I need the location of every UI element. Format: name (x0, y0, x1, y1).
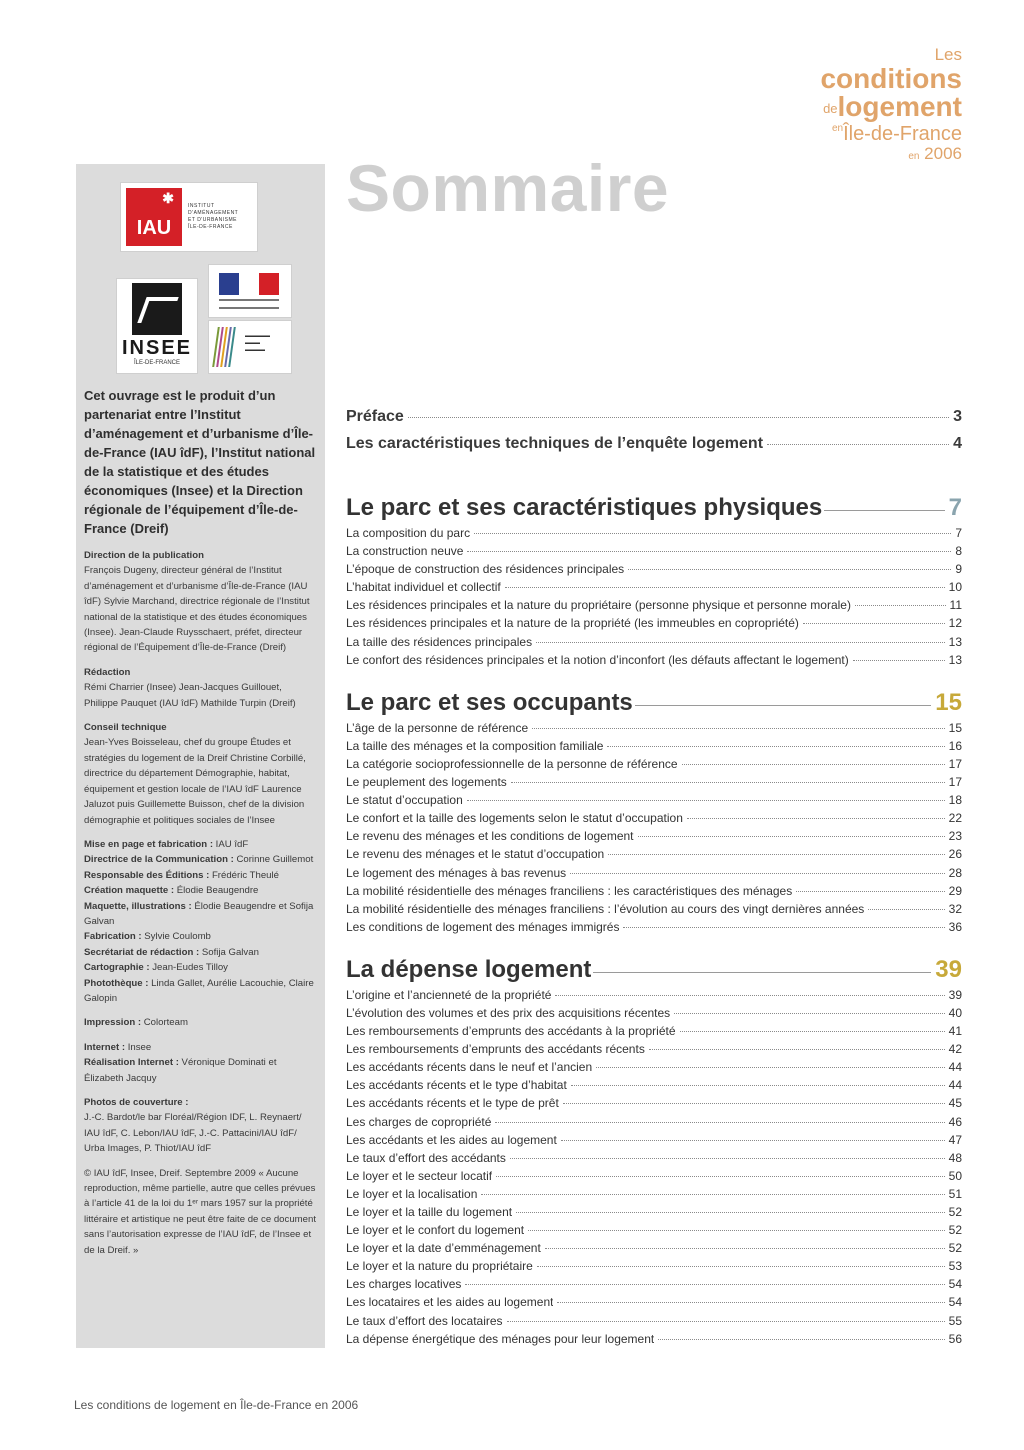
toc-entry[interactable] (346, 544, 962, 562)
toc-entry[interactable] (346, 653, 962, 671)
insee-logo-mark (132, 283, 182, 335)
logo-small-en: en (831, 123, 844, 134)
toc-page-number: 7 (955, 526, 962, 540)
toc-entry-label: La mobilité résidentielle des ménages franciliens : les caractéristiques des ménages (346, 883, 793, 898)
toc-page-number: 52 (948, 1241, 962, 1256)
toc-entry-label: Le loyer et la nature du propriétaire (346, 1259, 533, 1274)
toc-page-number: 13 (948, 652, 962, 667)
toc-entry[interactable] (346, 884, 962, 902)
logo-word-region: Île-de-France (843, 123, 962, 145)
toc-leader-dots (505, 587, 945, 588)
toc-entry-label: Les remboursements d’emprunts des accédants récents (346, 1042, 645, 1057)
partnership-intro: Cet ouvrage est le produit d’un partenariat entre l’Institut d’aménagement et d’urbanisme d’Île-de-France (IAU îdF), l’Institut national de la statistique et des études économiques (Insee) et la Direction régionale de l’équipement d’Île-de-France (Dreif) (84, 388, 316, 536)
toc-page-number: 9 (955, 562, 962, 577)
toc-entry-label: La dépense logement (346, 955, 592, 983)
toc-section-heading[interactable] (346, 494, 962, 526)
toc-page-number: 45 (948, 1096, 962, 1111)
toc-section-heading[interactable] (346, 689, 962, 721)
partner-logos (84, 174, 317, 384)
toc-leader-dots (555, 995, 944, 996)
toc-entry-label: Le confort des résidences principales et la notion d’inconfort (les défauts affectant le logement) (346, 652, 849, 667)
insee-logo (116, 278, 198, 374)
toc-leader-dots (638, 836, 945, 837)
toc-entry-label: Le taux d’effort des accédants (346, 1150, 506, 1165)
toc-entry-label: La taille des résidences principales (346, 634, 533, 649)
toc-entry-label: Les accédants récents et le type de prêt (346, 1096, 559, 1111)
toc-leader-dots (528, 1230, 945, 1231)
toc-entry-label: L’habitat individuel et collectif (346, 580, 501, 595)
dreif-logo-mark (215, 327, 237, 367)
toc-leader-dots (537, 1266, 945, 1267)
toc-entry-label: Le peuplement des logements (346, 775, 507, 790)
toc-page-number: 3 (953, 408, 962, 425)
credit-photos: Photos de couverture : J.-C. Bardot/le bar Floréal/Région IDF, L. Reynaert/ IAU îdF, C. Lebon/IAU îdF, J.-C. Pattacini/IAU îdF/ Urba Images, P. Thiot/IAU îdF (84, 1097, 302, 1155)
toc-preface-entry[interactable] (346, 408, 962, 435)
toc-leader-dots (467, 551, 951, 552)
toc-leader-dots (516, 1212, 945, 1213)
toc-entry-label: Le revenu des ménages et le statut d’occupation (346, 847, 605, 862)
toc-entry-label: Le revenu des ménages et les conditions de logement (346, 829, 634, 844)
toc-entry[interactable] (346, 775, 962, 793)
table-of-contents (346, 408, 962, 1350)
toc-entry[interactable] (346, 988, 962, 1006)
toc-entry[interactable] (346, 793, 962, 811)
toc-leader-dots (682, 764, 945, 765)
toc-leader-dots (545, 1248, 945, 1249)
logo-line-region (820, 124, 962, 144)
toc-entry-label: Le taux d’effort des locataires (346, 1313, 503, 1328)
toc-leader-dots (796, 891, 944, 892)
toc-leader-dots (607, 746, 944, 747)
toc-leader-dots (507, 1321, 945, 1322)
toc-entry-label: L’origine et l’ancienneté de la propriété (346, 987, 552, 1002)
toc-entry[interactable] (346, 829, 962, 847)
toc-entry-label: Le loyer et le confort du logement (346, 1223, 525, 1238)
toc-page-number: 51 (948, 1186, 962, 1201)
toc-entry-label: Les charges de copropriété (346, 1114, 492, 1129)
toc-entry[interactable] (346, 1259, 962, 1277)
toc-entry[interactable] (346, 1241, 962, 1259)
toc-entry-label: Le loyer et la localisation (346, 1186, 478, 1201)
toc-page-number: 17 (948, 775, 962, 790)
toc-leader-dots (596, 1067, 944, 1068)
toc-page-number: 12 (948, 616, 962, 631)
toc-leader-dots (557, 1302, 944, 1303)
government-logo (208, 264, 292, 318)
toc-entry[interactable] (346, 866, 962, 884)
credits-list (84, 548, 317, 1258)
logo-word-year: 2006 (924, 144, 962, 163)
iau-logo-mark: ✱ IAU (126, 188, 182, 246)
toc-page-number: 53 (948, 1259, 962, 1274)
toc-page-number: 18 (948, 793, 962, 808)
toc-entry[interactable] (346, 1205, 962, 1223)
toc-page-number: 47 (948, 1132, 962, 1147)
credit-redaction: Rédaction Rémi Charrier (Insee) Jean-Jacques Guillouet, Philippe Pauquet (IAU îdF) Mathilde Turpin (Dreif) (84, 666, 296, 709)
toc-leader-dots (536, 642, 945, 643)
toc-entry[interactable] (346, 1060, 962, 1078)
page-title: Sommaire (346, 151, 670, 225)
credit-production: Mise en page et fabrication : IAU îdF Directrice de la Communication : Corinne Guillemot Responsable des Éditions : Frédéric Theulé Création maquette : Élodie Beaugendre Maquette, illustrations : Élodie Beaugendre et Sofija Galvan Fabrication : Sylvie Coulomb Secrétariat de rédaction : Sofija Galvan Cartographie : Jean-Eudes Tilloy Photothèque : Linda Gallet, Aurélie Lacouchie, Claire Galopin (84, 838, 314, 1004)
toc-page-number: 54 (948, 1277, 962, 1292)
toc-entry-label: Les résidences principales et la nature du propriétaire (personne physique et personne morale) (346, 598, 851, 613)
toc-leader-dots (571, 1085, 945, 1086)
toc-entry[interactable] (346, 580, 962, 598)
insee-logo-word: INSEE (121, 337, 193, 359)
toc-page-number: 17 (948, 756, 962, 771)
toc-entry-label: Le loyer et la date d’emménagement (346, 1241, 541, 1256)
toc-entry[interactable] (346, 721, 962, 739)
toc-leader-dots (593, 972, 931, 973)
toc-page-number: 28 (948, 865, 962, 880)
toc-entry[interactable] (346, 1006, 962, 1024)
toc-entry-label: Préface (346, 408, 404, 425)
toc-leader-dots (496, 1176, 945, 1177)
toc-leader-dots (570, 873, 944, 874)
toc-leader-dots (868, 909, 944, 910)
toc-leader-dots (855, 605, 946, 606)
toc-leader-dots (467, 800, 945, 801)
toc-entry[interactable] (346, 1096, 962, 1114)
toc-page-number: 42 (948, 1042, 962, 1057)
toc-entry[interactable] (346, 757, 962, 775)
toc-leader-dots (628, 569, 951, 570)
toc-leader-dots (481, 1194, 944, 1195)
toc-page-number: 36 (948, 919, 962, 934)
toc-page-number: 50 (948, 1168, 962, 1183)
toc-leader-dots (853, 660, 945, 661)
toc-page-number: 41 (948, 1024, 962, 1039)
toc-page-number: 22 (948, 811, 962, 826)
toc-page-number: 23 (948, 829, 962, 844)
credit-conseil: Conseil technique Jean-Yves Boisseleau, chef du groupe Études et stratégies du logement de la Dreif Christine Corbillé, directrice du département Démographie, habitat, équipement et gestion locale de l’IAU îdF Laurence Jaluzot puis Guillemette Buisson, chef de la division démographie et politiques sociales de l’Insee (84, 722, 306, 826)
toc-entry[interactable] (346, 920, 962, 938)
toc-leader-dots (532, 728, 945, 729)
toc-page-number: 52 (948, 1205, 962, 1219)
toc-entry-label: Le loyer et la taille du logement (346, 1205, 513, 1219)
toc-page-number: 10 (948, 580, 962, 595)
toc-leader-dots (474, 533, 951, 534)
toc-entry-label: L’évolution des volumes et des prix des acquisitions récentes (346, 1005, 671, 1020)
toc-page-number: 11 (949, 598, 962, 613)
iau-logo (120, 182, 258, 252)
toc-page-number: 54 (948, 1295, 962, 1310)
page-footer: Les conditions de logement en Île-de-France en 2006 (74, 1398, 359, 1412)
publication-logo (820, 46, 962, 162)
toc-leader-dots (510, 1158, 945, 1159)
toc-entry[interactable] (346, 1295, 962, 1313)
toc-page-number: 44 (948, 1078, 962, 1093)
toc-entry-label: Les locataires et les aides au logement (346, 1295, 554, 1310)
toc-entry[interactable] (346, 902, 962, 920)
toc-leader-dots (824, 510, 944, 511)
toc-leader-dots (511, 782, 945, 783)
logo-line-conditions: conditions (820, 63, 962, 94)
government-logo-lines (219, 299, 279, 309)
toc-entry[interactable] (346, 1332, 962, 1350)
toc-entry[interactable] (346, 1133, 962, 1151)
credits-sidebar (76, 164, 325, 1348)
toc-page-number: 4 (953, 435, 962, 452)
toc-page-number: 15 (948, 720, 962, 735)
logo-line-year (820, 145, 962, 162)
toc-page-number: 13 (948, 634, 962, 649)
toc-page-number: 55 (948, 1313, 962, 1328)
logo-small-de: de (823, 101, 838, 117)
toc-page-number: 52 (948, 1223, 962, 1238)
logo-small-en-2: en (908, 151, 920, 162)
toc-page-number: 46 (948, 1114, 962, 1129)
toc-entry-label: Les accédants et les aides au logement (346, 1132, 557, 1147)
logo-word-logement: logement (837, 91, 962, 122)
toc-leader-dots (680, 1031, 945, 1032)
toc-page-number: 29 (948, 883, 962, 898)
toc-entry[interactable] (346, 1115, 962, 1133)
toc-entry[interactable] (346, 562, 962, 580)
toc-entry[interactable] (346, 616, 962, 634)
toc-leader-dots (687, 818, 945, 819)
toc-entry[interactable] (346, 811, 962, 829)
toc-entry[interactable] (346, 847, 962, 865)
toc-entry-label: Le statut d’occupation (346, 793, 463, 808)
toc-leader-dots (658, 1339, 944, 1340)
toc-leader-dots (495, 1122, 944, 1123)
toc-entry-label: La dépense énergétique des ménages pour leur logement (346, 1331, 655, 1346)
toc-entry[interactable] (346, 1223, 962, 1241)
toc-entry-label: La composition du parc (346, 526, 471, 540)
iau-logo-text: INSTITUT D'AMÉNAGEMENT ET D'URBANISME ÎLE-DE-FRANCE (188, 203, 239, 230)
toc-leader-dots (767, 444, 949, 445)
toc-leader-dots (563, 1103, 945, 1104)
toc-page-number: 56 (948, 1331, 962, 1346)
toc-page-number: 44 (948, 1060, 962, 1075)
toc-page-number: 39 (935, 955, 962, 983)
toc-entry-label: Les accédants récents dans le neuf et l’ancien (346, 1060, 593, 1075)
toc-entry[interactable] (346, 739, 962, 757)
copyright-notice: © IAU îdF, Insee, Dreif. Septembre 2009 « Aucune reproduction, même partielle, autre que celles prévues à l’article 41 de la loi du 1ᵉʳ mars 1957 sur la propriété littéraire et artistique ne peut être faite de ce document sans l’autorisation expresse de l’IAU îdF, de l’Insee et de la Dreif. » (84, 1167, 316, 1256)
toc-entry-label: Les résidences principales et la nature de la propriété (les immeubles en copropriété) (346, 616, 799, 631)
toc-entry[interactable] (346, 1277, 962, 1295)
toc-entry-label: Le parc et ses occupants (346, 688, 633, 716)
dreif-logo (208, 320, 292, 374)
toc-leader-dots (408, 417, 949, 418)
toc-entry-label: Le parc et ses caractéristiques physiques (346, 494, 823, 521)
toc-entry-label: Les conditions de logement des ménages immigrés (346, 919, 620, 934)
toc-entry[interactable] (346, 1169, 962, 1187)
toc-entry[interactable] (346, 598, 962, 616)
toc-entry[interactable] (346, 1187, 962, 1205)
toc-leader-dots (649, 1049, 945, 1050)
toc-entry[interactable] (346, 635, 962, 653)
toc-entry-label: Le confort et la taille des logements selon le statut d’occupation (346, 811, 683, 826)
toc-leader-dots (635, 705, 932, 706)
toc-entry-label: Les accédants récents et le type d’habitat (346, 1078, 567, 1093)
toc-leader-dots (623, 927, 944, 928)
toc-entry-label: Le logement des ménages à bas revenus (346, 865, 567, 880)
toc-section-heading[interactable] (346, 956, 962, 988)
toc-entry-label: La construction neuve (346, 544, 464, 559)
toc-entry-label: Les charges locatives (346, 1277, 462, 1292)
dreif-logo-lines: ▬▬▬▬▬ ▬▬▬ ▬▬▬▬ (245, 333, 270, 353)
toc-leader-dots (465, 1284, 944, 1285)
toc-entry[interactable] (346, 1151, 962, 1169)
toc-leader-dots (674, 1013, 944, 1014)
credit-impression: Impression : Colorteam (84, 1017, 188, 1029)
toc-page-number: 39 (948, 987, 962, 1002)
toc-entry-label: L’âge de la personne de référence (346, 720, 529, 735)
toc-page-number: 26 (948, 847, 962, 862)
toc-entry[interactable] (346, 1024, 962, 1042)
toc-entry-label: Les remboursements d’emprunts des accédants à la propriété (346, 1024, 676, 1039)
toc-entry[interactable] (346, 1042, 962, 1060)
credit-internet: Internet : Insee Réalisation Internet : Véronique Dominati et Élizabeth Jacquy (84, 1041, 277, 1084)
toc-page-number: 48 (948, 1150, 962, 1165)
toc-entry[interactable] (346, 526, 962, 544)
toc-page-number: 15 (935, 688, 962, 716)
logo-line-logement (820, 93, 962, 121)
toc-entry[interactable] (346, 1078, 962, 1096)
toc-entry-label: L’époque de construction des résidences principales (346, 562, 625, 577)
toc-page-number: 8 (955, 544, 962, 559)
toc-entry-label: La catégorie socioprofessionnelle de la personne de référence (346, 756, 678, 771)
toc-entry-label: La mobilité résidentielle des ménages franciliens : l’évolution au cours des vingt dernières années (346, 901, 865, 916)
toc-preface-entry[interactable] (346, 435, 962, 462)
toc-entry-label: La taille des ménages et la composition familiale (346, 738, 604, 753)
toc-page-number: 16 (948, 738, 962, 753)
logo-line-les: Les (934, 45, 962, 64)
toc-entry-label: Le loyer et le secteur locatif (346, 1168, 493, 1183)
toc-leader-dots (561, 1140, 945, 1141)
french-flag-icon (219, 273, 279, 295)
toc-page-number: 40 (948, 1005, 962, 1020)
toc-leader-dots (803, 623, 945, 624)
credit-direction: Direction de la publication François Dugeny, directeur général de l’Institut d’aménagement et d’urbanisme d’Île-de-France (IAU îdF) Sylvie Marchand, directrice régionale de l’Institut national de la statistique et des études économiques (Insee). Jean-Claude Ruysschaert, préfet, directeur régional de l’Équipement d’Île-de-France (Dreif) (84, 550, 310, 654)
toc-leader-dots (608, 854, 944, 855)
insee-logo-sub: ÎLE-DE-FRANCE (133, 360, 180, 366)
toc-page-number: 7 (948, 494, 962, 521)
toc-page-number: 32 (948, 901, 962, 916)
toc-entry[interactable] (346, 1314, 962, 1332)
toc-entry-label: Les caractéristiques techniques de l’enquête logement (346, 435, 764, 452)
